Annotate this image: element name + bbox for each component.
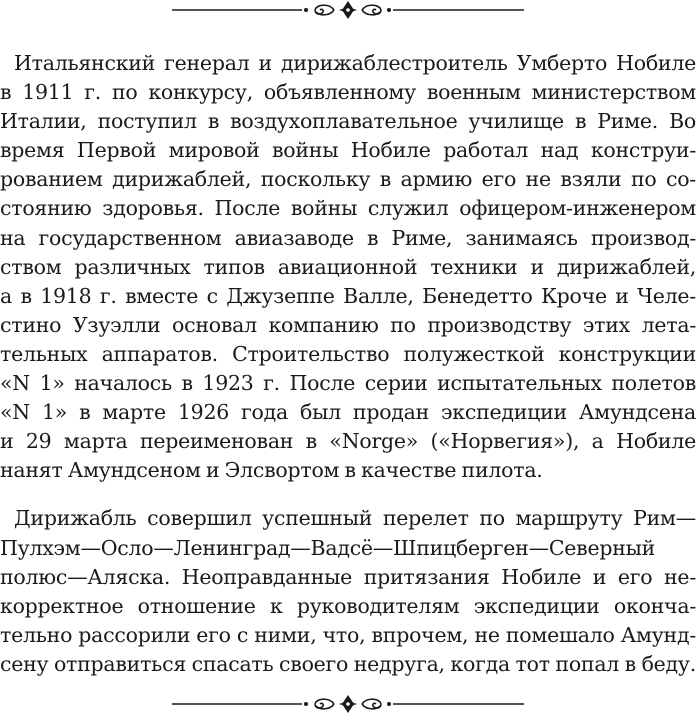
paragraph-2	[0, 504, 696, 679]
text-line: тельно рассорили его с ними, что, впрочем, не помешало Амунд-	[0, 622, 696, 647]
text-line: а в 1918 г. вместе с Джузеппе Валле, Бенедетто Кроче и Челе-	[0, 283, 696, 308]
text-line: стино Узуэлли основал компанию по производству этих лета-	[0, 312, 696, 337]
paragraph-1	[0, 49, 696, 485]
text-line: «N 1» началось в 1923 г. После серии испытательных полетов	[0, 371, 696, 396]
text-line: на государственном авиазаводе в Риме, занимаясь производ-	[0, 225, 696, 250]
text-line: «N 1» в марте 1926 года был продан экспедиции Амундсена	[0, 400, 696, 425]
text-line: Дирижабль совершил успешный перелет по маршруту Рим—	[14, 506, 696, 531]
text-line: полюс—Аляска. Неоправданные притязания Нобиле и его не-	[0, 564, 696, 589]
text-line: стоянию здоровья. После войны служил офицером-инженером	[0, 196, 696, 221]
text-line: сену отправиться спасать своего недруга, когда тот попал в беду.	[0, 651, 696, 676]
text-line: и 29 марта переименован в «Norge» («Норвегия»), а Нобиле	[0, 429, 696, 454]
text-line: Итальянский генерал и дирижаблестроитель Умберто Нобиле	[14, 51, 696, 75]
text-line: время Первой мировой войны Нобиле работал над конструи-	[0, 138, 696, 163]
text-line: тельных аппаратов. Строительство полужесткой конструкции	[0, 341, 696, 366]
article-text	[0, 49, 696, 679]
text-line: нанят Амундсеном и Элсвортом в качестве пилота.	[0, 458, 543, 483]
bottom-ornament-divider	[0, 694, 696, 718]
text-line: Пулхэм—Осло—Ленинград—Вадсё—Шпицберген—Северный	[0, 535, 656, 560]
text-line: Италии, поступил в воздухоплавательное училище в Риме. Во	[0, 109, 696, 134]
top-ornament-divider	[0, 0, 696, 24]
paragraph-spacer	[0, 485, 696, 504]
text-line: ством различных типов авиационной техники и дирижаблей,	[0, 254, 696, 279]
text-line: корректное отношение к руководителям экспедиции оконча-	[0, 593, 696, 618]
text-line: рованием дирижаблей, поскольку в армию его не взяли по со-	[0, 167, 696, 192]
text-line: в 1911 г. по конкурсу, объявленному военным министерством	[0, 80, 696, 105]
